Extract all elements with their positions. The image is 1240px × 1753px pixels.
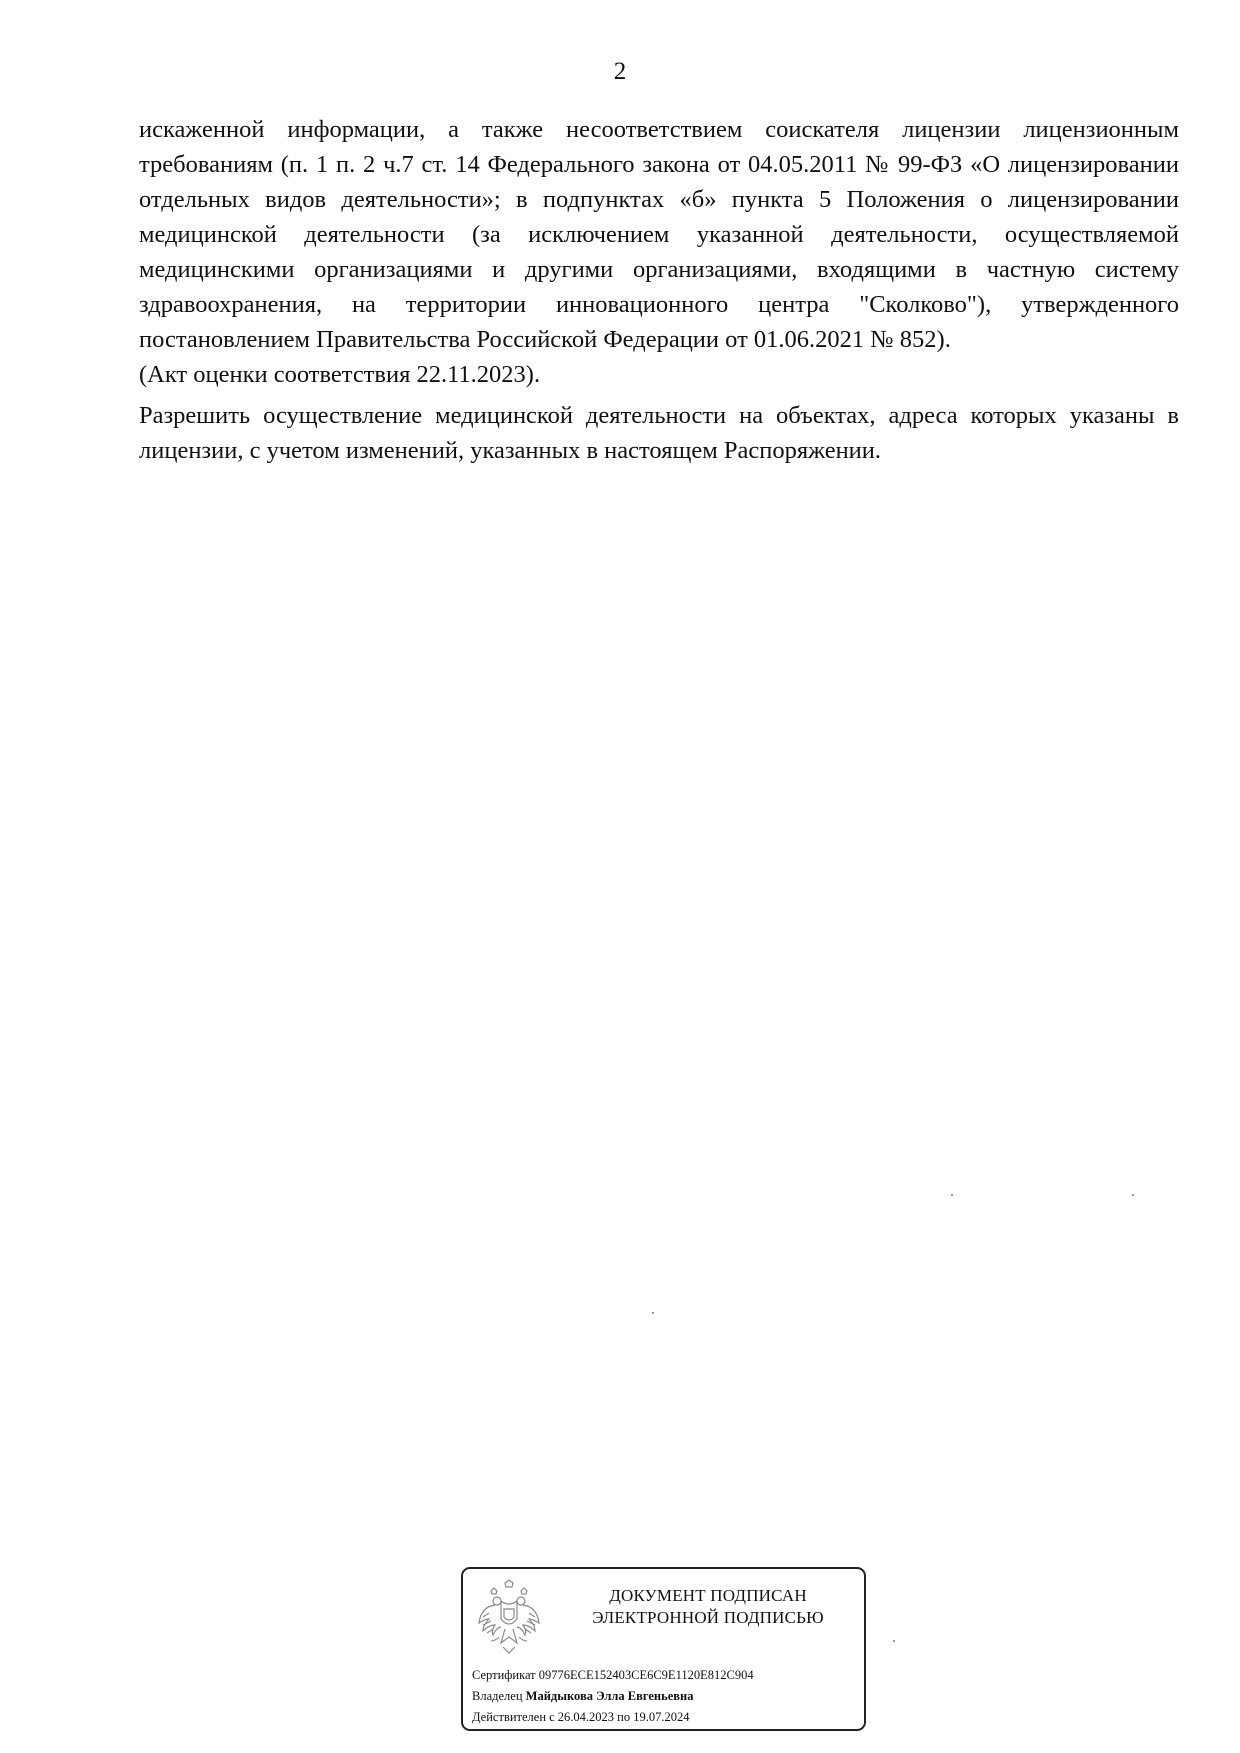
- body-paragraph-1: искаженной информации, а также несоответствием соискателя лицензии лицензионным требованиям (п. 1 п. 2 ч.7 ст. 14 Федерального закона от 04.05.2011 № 99-ФЗ «О лицензировании отдельных видов деятельности»; в подпунктах «б» пункта 5 Положения о лицензировании медицинской деятельности (за исключением указанной деятельности, осуществляемой медицинскими организациями и другими организациями, входящими в частную систему здравоохранения, на территории инновационного центра "Сколково"), утвержденного постановлением Правительства Российской Федерации от 01.06.2021 № 852).: [139, 116, 1179, 353]
- body-paragraph-3: Разрешить осуществление медицинской деятельности на объектах, адреса которых указаны в лицензии, с учетом изменений, указанных в настоящем Распоряжении.: [139, 402, 1179, 464]
- page-number: 2: [613, 58, 627, 85]
- certificate-line: [472, 1665, 862, 1686]
- owner-label: Владелец: [472, 1689, 523, 1703]
- certificate-value: 09776ECE152403CE6C9E1120E812C904: [538, 1668, 754, 1682]
- signature-title-line-2: ЭЛЕКТРОННОЙ ПОДПИСЬЮ: [592, 1608, 824, 1627]
- validity-line: Действителен с 26.04.2023 по 19.07.2024: [472, 1710, 690, 1724]
- owner-value: Майдыкова Элла Евгеньевна: [525, 1689, 694, 1703]
- signature-details: [472, 1665, 862, 1728]
- body-paragraph-2: (Акт оценки соответствия 22.11.2023).: [139, 361, 541, 388]
- certificate-label: Сертификат: [472, 1668, 536, 1682]
- electronic-signature-stamp: [461, 1567, 866, 1731]
- signature-title: [563, 1585, 853, 1629]
- signature-title-line-1: ДОКУМЕНТ ПОДПИСАН: [609, 1586, 807, 1605]
- document-body: [139, 112, 1179, 468]
- scan-speck: [1132, 1194, 1134, 1196]
- scan-speck: [652, 1312, 654, 1314]
- scan-speck: [893, 1640, 895, 1642]
- scan-speck: [951, 1194, 953, 1196]
- russian-coat-of-arms-icon: [475, 1579, 543, 1655]
- owner-line: [472, 1686, 862, 1707]
